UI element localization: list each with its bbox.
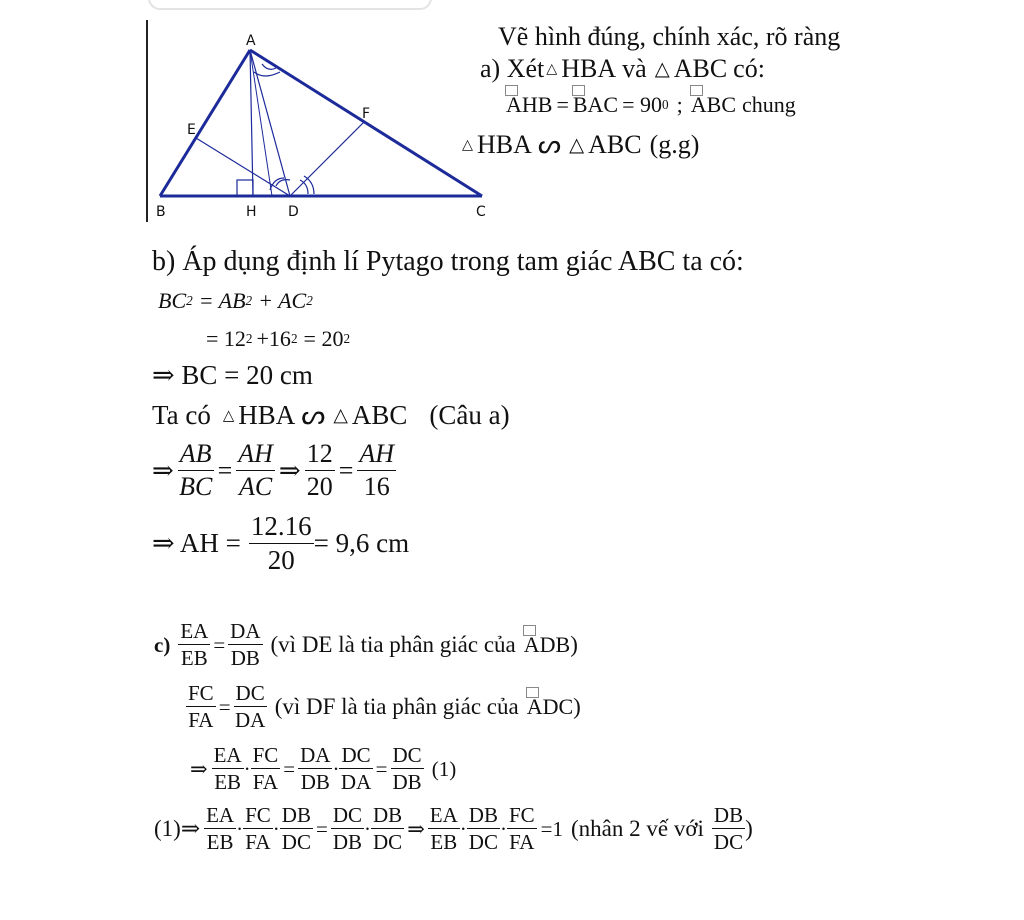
- dot: ·: [236, 816, 244, 841]
- numerator: DC: [234, 682, 267, 707]
- frac-dc-da: [234, 682, 267, 732]
- eq-sign: =: [338, 455, 354, 485]
- numerator: AH: [236, 440, 275, 471]
- label-d: D: [288, 204, 299, 220]
- triangle-symbol: △: [222, 408, 235, 424]
- sup: 2: [245, 293, 253, 308]
- denominator: 20: [306, 471, 333, 501]
- numerator: AH: [357, 440, 396, 471]
- bisector-a: [250, 50, 272, 196]
- sup: 2: [186, 293, 193, 308]
- fraction: [243, 804, 273, 854]
- sup: 2: [245, 331, 253, 346]
- numerator: DB: [371, 804, 404, 829]
- denominator: DB: [332, 830, 362, 855]
- part-a-line3: [460, 130, 699, 160]
- tri-hba: HBA: [561, 54, 617, 83]
- ah-prefix: ⇒ AH =: [152, 528, 241, 559]
- triangle-symbol: △: [462, 136, 473, 153]
- numerator: DC: [391, 744, 424, 769]
- label-f: F: [362, 106, 371, 122]
- fraction: [331, 804, 364, 854]
- side-ac: [250, 50, 482, 196]
- fraction: [467, 804, 500, 854]
- denominator: EB: [206, 830, 234, 855]
- denominator: AC: [238, 471, 273, 501]
- ta-co-line: [152, 400, 510, 431]
- fraction: [371, 804, 404, 854]
- ah-value: = 9,6 cm: [313, 528, 410, 559]
- tri-hba-2: HBA: [477, 130, 532, 159]
- denominator: DA: [340, 770, 372, 795]
- dot: ·: [499, 816, 507, 841]
- sup: 2: [290, 331, 298, 346]
- triangle-figure: [150, 28, 495, 228]
- label-b: B: [156, 204, 166, 220]
- denominator: FA: [509, 830, 535, 855]
- frac-1216-20: [249, 512, 314, 575]
- dot: ·: [332, 756, 340, 781]
- frac-ah-16: [357, 440, 396, 501]
- reason-text: (vì DF là tia phân giác của: [274, 694, 519, 720]
- denominator: EB: [430, 830, 458, 855]
- dot: ·: [364, 816, 371, 841]
- denominator: DB: [230, 646, 260, 671]
- numerator: EA: [204, 804, 236, 829]
- triangle-symbol: △: [569, 135, 585, 156]
- part-c-line4: [154, 804, 753, 854]
- top-card-edge: [148, 0, 432, 10]
- denominator: DB: [392, 770, 422, 795]
- implies-arrow: ⇒: [407, 816, 425, 841]
- eq-tag-1-implies: (1)⇒: [154, 816, 201, 842]
- numerator: FC: [507, 804, 537, 829]
- numerator: DA: [228, 620, 262, 645]
- eq-sign: =: [217, 455, 233, 485]
- word-va: và: [622, 54, 647, 83]
- word-chung: chung: [742, 92, 796, 117]
- label-h: H: [246, 204, 257, 220]
- term-ab: = AB: [198, 288, 246, 313]
- eq-sign: =: [375, 756, 388, 781]
- frac-da-db: [228, 620, 262, 670]
- frac-ah-ac: [236, 440, 275, 501]
- numerator: EA: [178, 620, 210, 645]
- angle-bac: BAC: [572, 92, 619, 117]
- eq-numeric: [206, 326, 350, 352]
- altitude-ah: [250, 50, 253, 196]
- denominator: EB: [180, 646, 208, 671]
- degree-sup: 0: [662, 97, 669, 112]
- numerator: 12.16: [249, 512, 314, 544]
- denominator: DC: [468, 830, 498, 855]
- eq-sign: =: [315, 816, 328, 841]
- label-e: E: [187, 122, 196, 138]
- side-ab: [160, 50, 250, 196]
- word-taco: Ta có: [152, 400, 211, 430]
- part-a-line1: [480, 54, 765, 84]
- angle-adb: ADB: [523, 632, 571, 658]
- part-c-line1: [154, 620, 578, 670]
- multiply-note: (nhân 2 vế với: [571, 816, 704, 842]
- denominator: DC: [713, 830, 744, 855]
- numerator: FC: [186, 682, 216, 707]
- term-20: = 20: [303, 326, 344, 351]
- tri-hba-3: HBA: [238, 400, 296, 430]
- angle-abc: ABC: [690, 92, 737, 117]
- word-co: có:: [733, 54, 765, 83]
- angle-ahb: AHB: [506, 92, 553, 117]
- fraction: [280, 804, 313, 854]
- part-a-label: a) Xét: [480, 54, 545, 83]
- term-16: +16: [256, 326, 291, 351]
- equals-one: =1: [540, 816, 564, 841]
- denominator: DB: [300, 770, 330, 795]
- gg-label: (g.g): [649, 130, 700, 159]
- part-a-header: Vẽ hình đúng, chính xác, rõ ràng: [498, 22, 841, 51]
- numerator: FC: [243, 804, 273, 829]
- fraction: [339, 744, 372, 794]
- denominator: 20: [267, 544, 295, 575]
- part-c-line2: [186, 682, 581, 732]
- similar-symbol: ᔕ: [301, 400, 326, 430]
- ratio-line: [152, 440, 396, 501]
- denominator: 16: [363, 471, 390, 501]
- numerator: DC: [331, 804, 364, 829]
- dot: ·: [272, 816, 280, 841]
- denominator: EB: [214, 770, 242, 795]
- frac-12-20: [305, 440, 335, 501]
- dot: ·: [459, 816, 467, 841]
- eq-sign: =: [556, 92, 569, 117]
- part-b-title: b) Áp dụng định lí Pytago trong tam giác ABC ta có:: [152, 246, 744, 277]
- triangle-symbol: △: [546, 60, 558, 77]
- numerator: EA: [212, 744, 244, 769]
- eq-sign: =: [213, 632, 226, 657]
- right-angle-h: [237, 180, 253, 196]
- denominator: FA: [188, 708, 214, 733]
- eq-sign: =: [283, 756, 296, 781]
- denominator: DC: [281, 830, 311, 855]
- close-paren: ): [570, 632, 578, 658]
- angle-adc: ADC: [526, 694, 574, 720]
- denominator: FA: [245, 830, 271, 855]
- part-c-label: c): [154, 632, 171, 657]
- fraction: [298, 744, 332, 794]
- implies-arrow: ⇒: [278, 455, 301, 485]
- dot: ·: [243, 756, 251, 781]
- angle-arc-d2: [300, 180, 308, 194]
- cau-a-ref: (Câu a): [429, 400, 510, 430]
- value-90: = 90: [622, 92, 663, 117]
- denominator: DC: [373, 830, 403, 855]
- numerator: DB: [712, 804, 745, 829]
- numerator: FC: [251, 744, 281, 769]
- triangle-symbol: △: [333, 405, 348, 426]
- numerator: DA: [298, 744, 332, 769]
- sup: 2: [343, 331, 351, 346]
- numerator: DC: [339, 744, 372, 769]
- denominator: FA: [252, 770, 279, 795]
- ah-result-line: [152, 512, 409, 575]
- triangle-symbol: △: [654, 59, 670, 80]
- eq-tag-1: (1): [431, 756, 457, 781]
- tri-abc: ABC: [673, 54, 728, 83]
- numerator: EA: [428, 804, 460, 829]
- segment-df: [290, 122, 364, 196]
- angle-arc-a2: [254, 72, 280, 76]
- term-12: = 12: [206, 326, 246, 351]
- term-ac: + AC: [258, 288, 307, 313]
- figure-left-border: [146, 20, 148, 222]
- similar-symbol: ᔕ: [537, 130, 562, 159]
- numerator: AB: [178, 440, 214, 471]
- denominator: BC: [179, 471, 213, 501]
- numerator: 12: [305, 440, 335, 471]
- fraction-db-dc: [712, 804, 745, 854]
- part-a-line2: [506, 92, 796, 118]
- term-bc: BC: [158, 288, 187, 313]
- frac-ab-bc: [178, 440, 214, 501]
- implies-arrow: ⇒: [190, 756, 208, 781]
- semicolon: ;: [676, 92, 683, 117]
- eq-bc-result: ⇒ BC = 20 cm: [152, 360, 313, 390]
- tri-abc-2: ABC: [588, 130, 642, 159]
- frac-fc-fa: [186, 682, 216, 732]
- fraction: [428, 804, 460, 854]
- implies-arrow: ⇒: [152, 455, 174, 485]
- fraction: [212, 744, 244, 794]
- frac-ea-eb: [178, 620, 210, 670]
- sup: 2: [306, 293, 313, 308]
- close-paren: ): [573, 694, 581, 720]
- close-paren: ): [745, 816, 753, 842]
- reason-text: (vì DE là tia phân giác của: [270, 632, 516, 658]
- part-c-line3: [190, 744, 456, 794]
- numerator: DB: [280, 804, 313, 829]
- fraction: [391, 744, 424, 794]
- fraction: [251, 744, 281, 794]
- fraction: [204, 804, 236, 854]
- denominator: DA: [234, 708, 266, 733]
- angle-arc-d1: [276, 180, 290, 186]
- tri-abc-3: ABC: [351, 400, 408, 430]
- fraction: [507, 804, 537, 854]
- numerator: DB: [467, 804, 500, 829]
- label-c: C: [476, 204, 486, 220]
- eq-bc-squared: [158, 288, 313, 314]
- eq-sign: =: [218, 694, 231, 719]
- label-a: A: [246, 33, 256, 49]
